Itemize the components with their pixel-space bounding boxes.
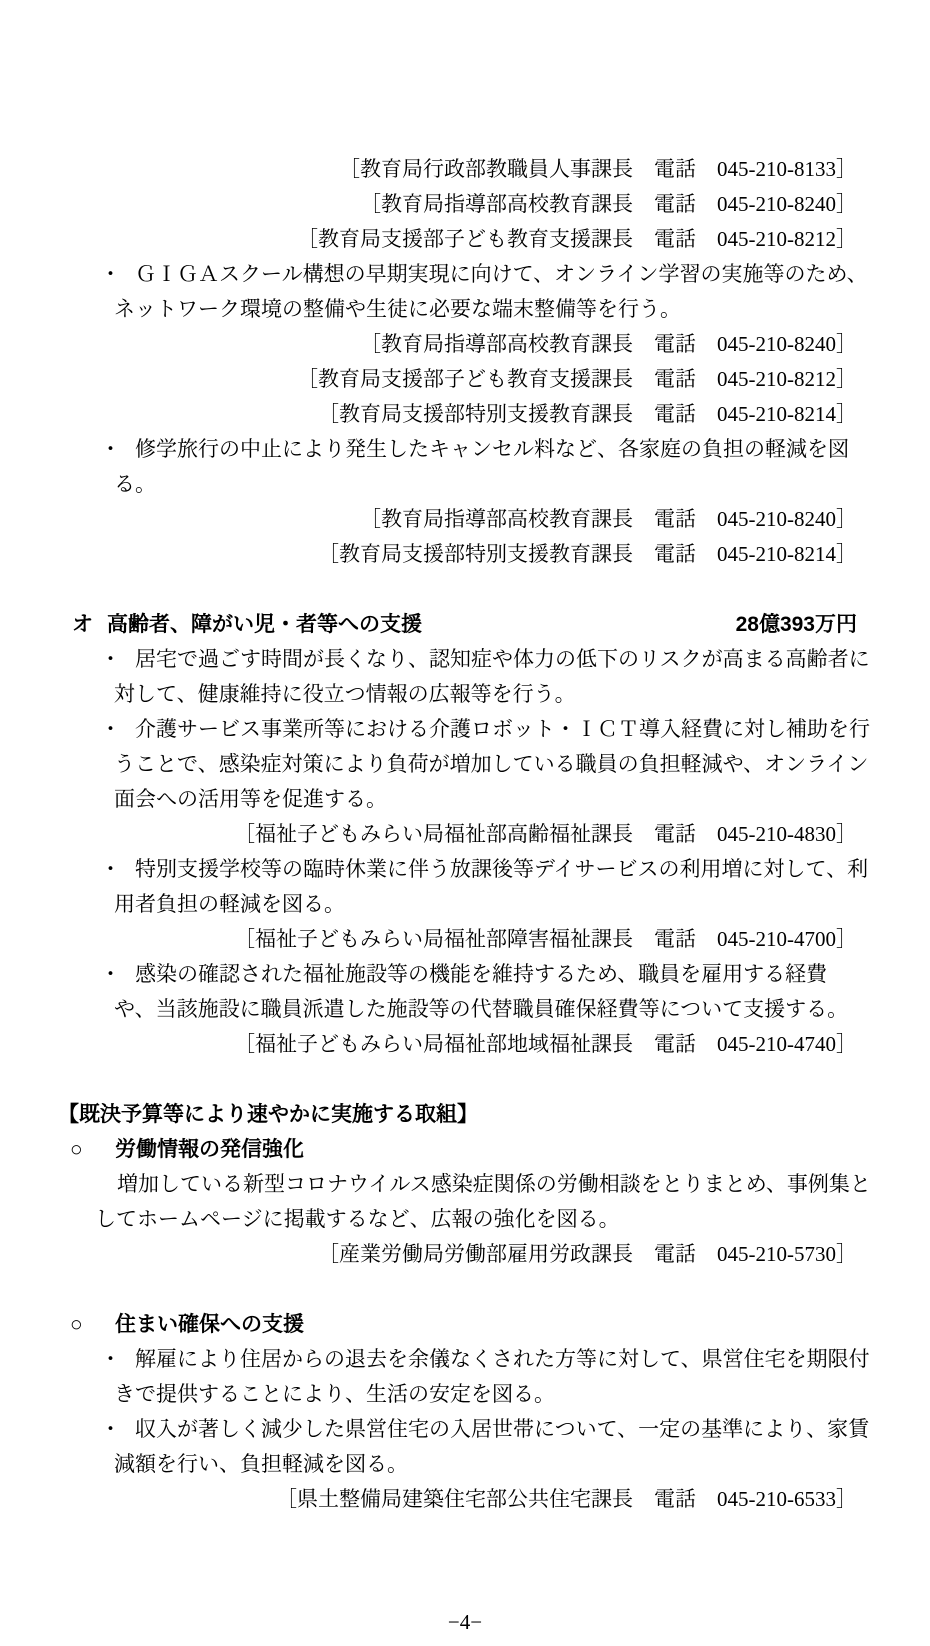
paragraph-line xyxy=(0,1167,930,1202)
bullet-marker: ・ xyxy=(100,437,121,461)
contact-line xyxy=(0,1482,930,1517)
line-text: 労働情報の発信強化 xyxy=(115,1138,304,1161)
bullet-marker: ・ xyxy=(100,962,121,986)
line-text: る。 xyxy=(114,472,156,496)
bullet-item-line xyxy=(0,852,930,887)
line-text: ネットワーク環境の整備や生徒に必要な端末整備等を行う。 xyxy=(114,297,681,321)
line-text: 減額を行い、負担軽減を図る。 xyxy=(114,1452,408,1476)
line-text: 感染の確認された福祉施設等の機能を維持するため、職員を雇用する経費 xyxy=(135,962,828,986)
bullet-item-line xyxy=(0,712,930,747)
line-text: うことで、感染症対策により負荷が増加している職員の負担軽減や、オンライン xyxy=(114,752,869,776)
line-text: 居宅で過ごす時間が長くなり、認知症や体力の低下のリスクが高まる高齢者に xyxy=(135,647,870,671)
line-text: 修学旅行の中止により発生したキャンセル料など、各家庭の負担の軽減を図 xyxy=(135,437,849,461)
line-text: ［教育局支援部子ども教育支援課長 電話 045-210-8212］ xyxy=(297,367,857,391)
bullet-marker: ・ xyxy=(100,647,121,671)
line-text: ［教育局支援部子ども教育支援課長 電話 045-210-8212］ xyxy=(297,227,857,251)
line-text: ［教育局指導部高校教育課長 電話 045-210-8240］ xyxy=(360,332,857,356)
bullet-item-line xyxy=(0,432,930,467)
bullet-item-line xyxy=(0,257,930,292)
contact-line xyxy=(0,537,930,572)
continuation-line xyxy=(0,887,930,922)
contact-line xyxy=(0,152,930,187)
contact-line xyxy=(0,1237,930,1272)
blank-line xyxy=(0,1062,930,1097)
page-number: −4− xyxy=(447,1610,483,1634)
line-text: 収入が著しく減少した県営住宅の入居世帯について、一定の基準により、家賃 xyxy=(135,1417,870,1441)
section-title: 高齢者、障がい児・者等への支援 xyxy=(107,613,422,636)
line-text: 用者負担の軽減を図る。 xyxy=(114,892,345,916)
line-text: ［産業労働局労働部雇用労政課長 電話 045-210-5730］ xyxy=(318,1242,857,1266)
line-text: ［教育局支援部特別支援教育課長 電話 045-210-8214］ xyxy=(318,402,857,426)
contact-line xyxy=(0,362,930,397)
blank-line xyxy=(0,572,930,607)
continuation-line xyxy=(0,1202,930,1237)
bullet-marker: ・ xyxy=(100,1347,121,1371)
line-text: きで提供することにより、生活の安定を図る。 xyxy=(114,1382,555,1406)
circle-marker: ○ xyxy=(70,1313,83,1336)
continuation-line xyxy=(0,677,930,712)
line-text: ［教育局支援部特別支援教育課長 電話 045-210-8214］ xyxy=(318,542,857,566)
line-text: ［教育局行政部教職員人事課長 電話 045-210-8133］ xyxy=(339,157,857,181)
subsection-heading xyxy=(0,1132,930,1167)
contact-line xyxy=(0,397,930,432)
continuation-line xyxy=(0,992,930,1027)
bullet-marker: ・ xyxy=(100,1417,121,1441)
line-text: ［福祉子どもみらい局福祉部地域福祉課長 電話 045-210-4740］ xyxy=(234,1032,857,1056)
blank-line xyxy=(0,1272,930,1307)
continuation-line xyxy=(0,467,930,502)
bullet-item-line xyxy=(0,642,930,677)
line-text: ［県土整備局建築住宅部公共住宅課長 電話 045-210-6533］ xyxy=(276,1487,857,1511)
line-text: 介護サービス事業所等における介護ロボット・ＩＣＴ導入経費に対し補助を行 xyxy=(135,717,870,741)
line-text: 増加している新型コロナウイルス感染症関係の労働相談をとりまとめ、事例集と xyxy=(117,1172,871,1196)
continuation-line xyxy=(0,782,930,817)
line-text: ［教育局指導部高校教育課長 電話 045-210-8240］ xyxy=(360,192,857,216)
continuation-line xyxy=(0,292,930,327)
bullet-item-line xyxy=(0,957,930,992)
bullet-item-line xyxy=(0,1342,930,1377)
bullet-marker: ・ xyxy=(100,857,121,881)
bullet-marker: ・ xyxy=(100,262,121,286)
line-text: してホームページに掲載するなど、広報の強化を図る。 xyxy=(95,1207,620,1231)
contact-line xyxy=(0,922,930,957)
line-text: や、当該施設に職員派遣した施設等の代替職員確保経費等について支援する。 xyxy=(114,997,849,1021)
line-text: ＧＩＧＡスクール構想の早期実現に向けて、オンライン学習の実施等のため、 xyxy=(135,262,868,286)
subsection-heading xyxy=(0,1307,930,1342)
page-footer xyxy=(0,1605,930,1640)
line-text: 面会への活用等を促進する。 xyxy=(114,787,387,811)
continuation-line xyxy=(0,1377,930,1412)
contact-line xyxy=(0,1027,930,1062)
section-heading xyxy=(0,607,930,642)
continuation-line xyxy=(0,1447,930,1482)
bracket-heading xyxy=(0,1097,930,1132)
line-text: ［福祉子どもみらい局福祉部障害福祉課長 電話 045-210-4700］ xyxy=(234,927,857,951)
budget-amount: 28億393万円 xyxy=(735,613,857,636)
bullet-item-line xyxy=(0,1412,930,1447)
contact-line xyxy=(0,502,930,537)
contact-line xyxy=(0,817,930,852)
circle-marker: ○ xyxy=(70,1138,83,1161)
line-text: 特別支援学校等の臨時休業に伴う放課後等デイサービスの利用増に対して、利 xyxy=(135,857,869,881)
line-text: 【既決予算等により速やかに実施する取組】 xyxy=(58,1103,478,1126)
section-marker: オ xyxy=(72,613,93,636)
line-text: ［教育局指導部高校教育課長 電話 045-210-8240］ xyxy=(360,507,857,531)
bullet-marker: ・ xyxy=(100,717,121,741)
line-text: 対して、健康維持に役立つ情報の広報等を行う。 xyxy=(114,682,576,706)
contact-line xyxy=(0,187,930,222)
continuation-line xyxy=(0,747,930,782)
contact-line xyxy=(0,327,930,362)
line-text: 解雇により住居からの退去を余儀なくされた方等に対して、県営住宅を期限付 xyxy=(135,1347,870,1371)
contact-line xyxy=(0,222,930,257)
line-text: 住まい確保への支援 xyxy=(115,1313,304,1336)
line-text: ［福祉子どもみらい局福祉部高齢福祉課長 電話 045-210-4830］ xyxy=(234,822,857,846)
